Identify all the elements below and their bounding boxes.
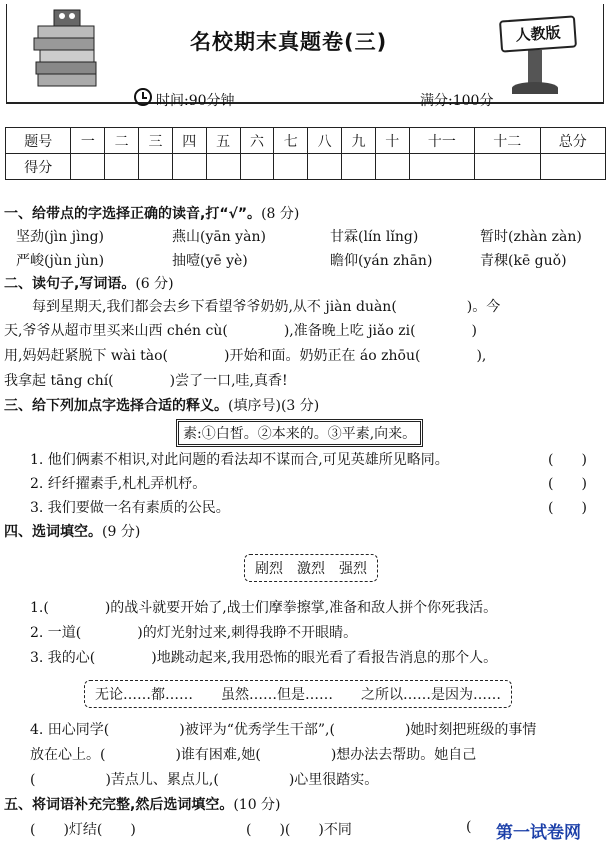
score-blank[interactable] — [71, 154, 105, 180]
section2-line: 每到星期天,我们都会去乡下看望爷爷奶奶,从不 jiàn duàn( )。今 — [32, 299, 501, 315]
score-blank[interactable] — [172, 154, 206, 180]
section2-line: 我拿起 tāng chí( )尝了一口,哇,真香! — [4, 373, 288, 389]
full-score: 满分:100分 — [420, 93, 494, 109]
pinyin-item[interactable]: 青稞(kē guǒ) — [480, 253, 567, 269]
connective-choice-box: 无论……都…… 虽然……但是…… 之所以……是因为…… — [84, 680, 512, 708]
score-blank[interactable] — [342, 154, 376, 180]
score-cell: 十 — [375, 128, 409, 154]
section4-heading — [4, 521, 140, 541]
score-cell: 二 — [105, 128, 139, 154]
edition-badge: 人教版 — [499, 15, 577, 52]
answer-blank[interactable]: ( ) — [548, 500, 587, 516]
exam-title: 名校期末真题卷(三) — [190, 30, 388, 54]
section1-heading — [4, 203, 299, 223]
section4-heading-text: 四、选词填空。 — [4, 524, 102, 540]
section4-item4-line: 4. 田心同学( )被评为“优秀学生干部”,( )她时刻把班级的事情 — [30, 722, 537, 738]
definition-box: 素:①白皙。②本来的。③平素,向来。 — [176, 419, 423, 447]
score-cell: 八 — [308, 128, 342, 154]
section1-points: (8 分) — [261, 206, 300, 222]
sign-base — [512, 82, 558, 94]
score-blank[interactable] — [139, 154, 173, 180]
word-choice-box: 剧烈 激烈 强烈 — [244, 554, 378, 582]
score-blank[interactable] — [308, 154, 342, 180]
score-cell: 五 — [206, 128, 240, 154]
score-cell: 七 — [274, 128, 308, 154]
pinyin-item[interactable]: 暂时(zhàn zàn) — [480, 229, 582, 245]
score-blank[interactable] — [240, 154, 274, 180]
idiom-blank[interactable]: ( — [466, 819, 472, 835]
section2-heading — [4, 273, 174, 293]
score-blank[interactable] — [540, 154, 606, 180]
section5-points: (10 分) — [233, 797, 281, 813]
pinyin-item[interactable]: 燕山(yān yàn) — [172, 229, 266, 245]
books-illustration — [28, 8, 106, 92]
section4-item4-line: ( )苦点儿、累点儿,( )心里很踏实。 — [30, 772, 379, 788]
idiom-blank[interactable]: ( )灯结( ) — [30, 822, 136, 838]
score-value-row — [6, 154, 606, 180]
pinyin-item[interactable]: 严峻(jùn jùn) — [16, 253, 105, 269]
section3-item: 3. 我们要做一名有素质的公民。 — [30, 500, 230, 516]
score-blank[interactable] — [206, 154, 240, 180]
score-cell: 十二 — [475, 128, 540, 154]
score-blank[interactable] — [274, 154, 308, 180]
score-cell: 十一 — [409, 128, 474, 154]
pinyin-item[interactable]: 抽噎(yē yè) — [172, 253, 248, 269]
time-limit: 时间:90分钟 — [156, 93, 235, 109]
section5-heading — [4, 794, 281, 814]
section1-heading-text: 一、给带点的字选择正确的读音,打“√”。 — [4, 206, 262, 222]
score-cell: 四 — [172, 128, 206, 154]
score-blank[interactable] — [105, 154, 139, 180]
score-header-row — [6, 128, 606, 154]
section3-item: 1. 他们俩素不相识,对此问题的看法却不谋而合,可见英雄所见略同。 — [30, 452, 449, 468]
section3-item: 2. 纤纤擢素手,札札弄机杼。 — [30, 476, 207, 492]
pinyin-item[interactable]: 甘霖(lín lǐng) — [330, 229, 419, 245]
score-cell: 得分 — [6, 154, 71, 180]
score-cell: 一 — [71, 128, 105, 154]
section2-line: 天,爷爷从超市里买来山西 chén cù( ),准备晚上吃 jiǎo zi( ) — [4, 323, 478, 339]
section4-item: 2. 一道( )的灯光射过来,刺得我睁不开眼睛。 — [30, 625, 358, 641]
section2-heading-text: 二、读句子,写词语。 — [4, 276, 136, 292]
score-blank[interactable] — [475, 154, 540, 180]
section3-points: (3 分) — [280, 398, 320, 414]
score-cell: 九 — [342, 128, 376, 154]
section5-heading-text: 五、将词语补充完整,然后选词填空。 — [4, 797, 234, 813]
section2-line: 用,妈妈赶紧脱下 wài tào( )开始和面。奶奶正在 áo zhōu( ), — [4, 348, 487, 364]
answer-blank[interactable]: ( ) — [548, 452, 587, 468]
score-cell: 三 — [139, 128, 173, 154]
score-table — [5, 127, 606, 180]
score-blank[interactable] — [375, 154, 409, 180]
score-blank[interactable] — [409, 154, 474, 180]
section4-points: (9 分) — [102, 524, 141, 540]
pinyin-item[interactable]: 瞻仰(yán zhān) — [330, 253, 433, 269]
section3-heading — [4, 395, 319, 415]
clock-icon — [134, 88, 152, 106]
score-cell: 总分 — [540, 128, 606, 154]
site-watermark: 第一试卷网 — [496, 823, 581, 843]
section4-item: 1.( )的战斗就要开始了,战士们摩拳擦掌,准备和敌人拼个你死我活。 — [30, 600, 498, 616]
section2-points: (6 分) — [135, 276, 174, 292]
score-cell: 六 — [240, 128, 274, 154]
section3-sub: (填序号) — [228, 398, 281, 414]
answer-blank[interactable]: ( ) — [548, 476, 587, 492]
section4-item: 3. 我的心( )地跳动起来,我用恐怖的眼光看了看报告消息的那个人。 — [30, 650, 498, 666]
idiom-blank[interactable]: ( )( )不同 — [246, 822, 352, 838]
section4-item4-line: 放在心上。( )谁有困难,她( )想办法去帮助。她自己 — [30, 747, 477, 763]
section3-heading-text: 三、给下列加点字选择合适的释义。 — [4, 398, 228, 414]
score-cell: 题号 — [6, 128, 71, 154]
pinyin-item[interactable]: 坚劲(jìn jìng) — [16, 229, 105, 245]
